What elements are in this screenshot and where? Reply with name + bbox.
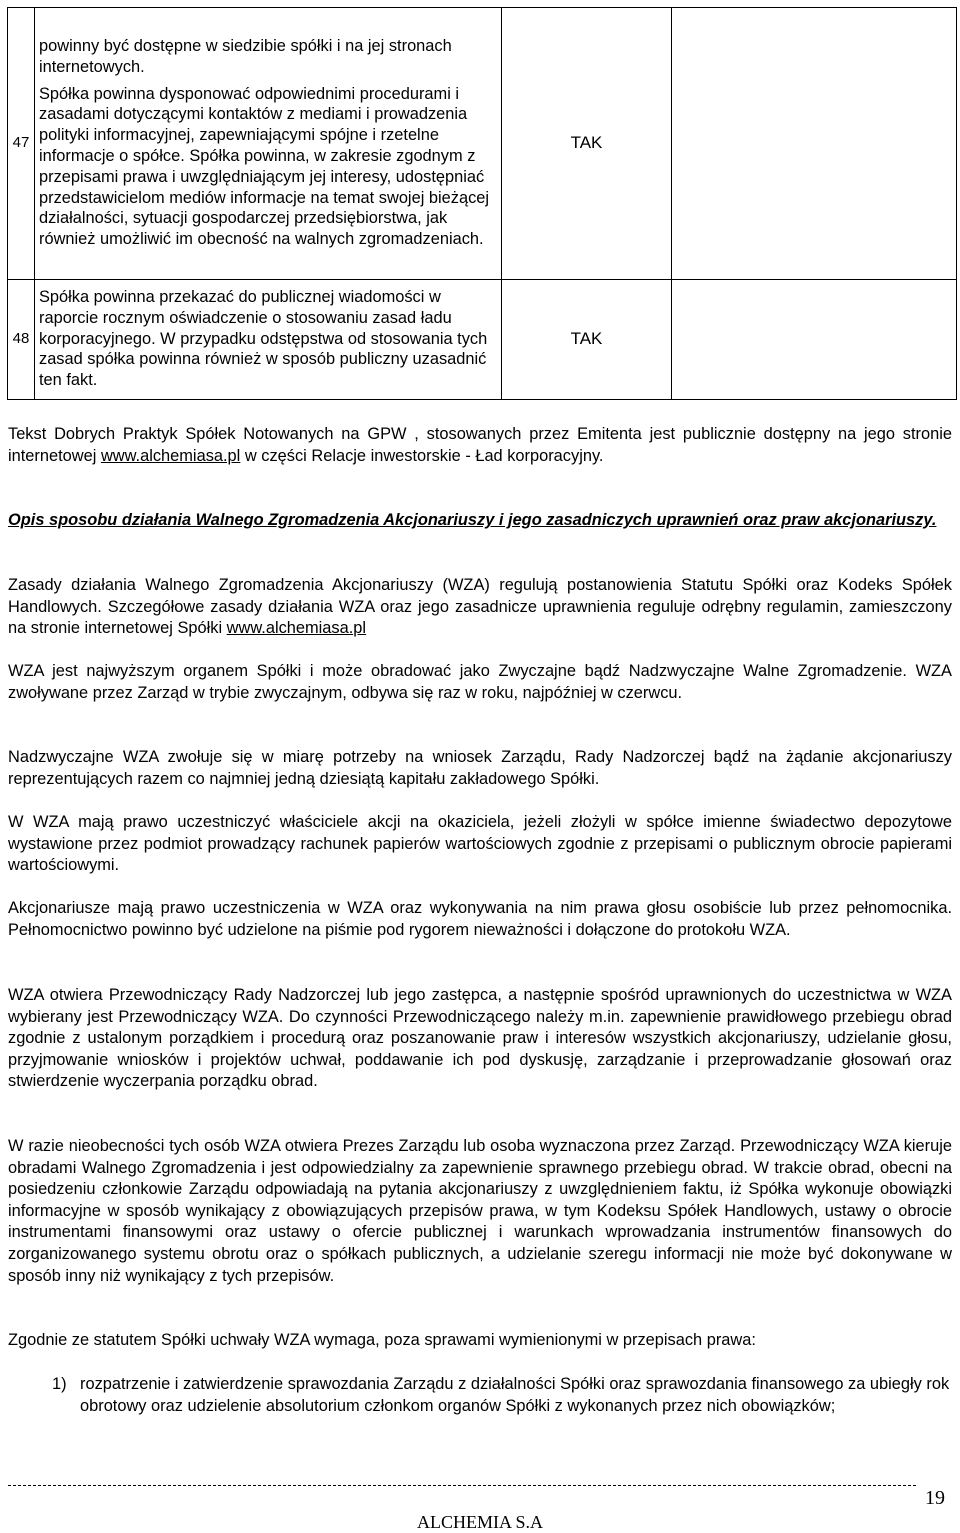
governance-table [7,7,957,400]
compliance-answer: TAK [502,8,672,280]
list-item-number: 1) [52,1375,67,1393]
paragraph-wza-organ: WZA jest najwyższym organem Spółki i może obradować jako Zwyczajne bądź Nadzwyczajne Walne Zgromadzenie. WZA zwoływane przez Zarząd w trybie zwyczajnym, odbywa się raz w roku, najpóźniej w czerwcu. [8,662,952,702]
paragraph-resolutions: Zgodnie ze statutem Spółki uchwały WZA wymaga, poza sprawami wymienionymi w przepisach prawa: [8,1331,756,1349]
table-row [8,280,957,400]
intro-text-end: w części Relacje inwestorskie - Ład korporacyjny. [240,446,604,465]
paragraph-extraordinary: Nadzwyczajne WZA zwołuje się w miarę potrzeby na wniosek Zarządu, Rady Nadzorczej bądź na żądanie akcjonariuszy reprezentujących razem co najmniej jedną dziesiątą kapitału zakładowego Spółki. [8,748,952,788]
section-heading: Opis sposobu działania Walnego Zgromadzenia Akcjonariuszy i jego zasadniczych uprawnień oraz praw akcjonariuszy. [8,511,937,529]
principle-paragraph: Spółka powinna dysponować odpowiednimi procedurami i zasadami dotyczącymi kontaktów z mediami i prowadzenia polityki informacyjnej, zapewniającymi spójne i rzetelne informacje o spółce. Spółka powinna, w zakresie zgodnym z przepisami prawa i uwzględniającym jej interesy, udostępniać przedstawicielom mediów informacje na temat swojej bieżącej działalności, sytuacji gospodarczej przedsiębiorstwa, jak również umożliwić im obecność na walnych zgromadzeniach. [39,84,490,249]
footer-divider [8,1485,916,1486]
principle-text [35,8,502,280]
paragraph-proxy: Akcjonariusze mają prawo uczestniczenia w WZA oraz wykonywania na nim prawa głosu osobiście lub przez pełnomocnika. Pełnomocnictwo powinno być udzielone na piśmie pod rygorem nieważności i dołączone do protokołu WZA. [8,899,952,939]
row-number: 47 [8,8,35,280]
intro-text: Tekst Dobrych Praktyk Spółek Notowanych na GPW , stosowanych przez Emitenta jest publicznie dostępny na jego stronie internetowej [8,425,952,465]
principle-paragraph: Spółka powinna przekazać do publicznej wiadomości w raporcie rocznym oświadczenie o stosowaniu zasad ładu korporacyjnego. W przypadku odstępstwa od stosowania tych zasad spółka powinna również w sposób publiczny uzasadnić ten fakt. [39,288,488,390]
comment-cell [672,280,957,400]
list-item [52,1374,952,1417]
compliance-answer: TAK [502,280,672,400]
paragraph-chairman: WZA otwiera Przewodniczący Rady Nadzorczej lub jego zastępca, a następnie spośród uprawnionych do uczestnictwa w WZA wybierany jest Przewodniczący WZA. Do czynności Przewodniczącego należy m.in. zapewnienie prawidłowego przebiegu obrad zgodnie z ustalonym porządkiem i procedurą oraz poszanowanie praw i interesów wszystkich akcjonariuszy, udzielanie głosu, przyjmowanie wniosków i projektów uchwał, poddawanie ich pod dyskusję, zarządzanie i przeprowadzanie głosowań oraz stwierdzenie wyczerpania porządku obrad. [8,986,952,1091]
paragraph-rules [8,575,952,640]
principle-paragraph: powinny być dostępne w siedzibie spółki i na jej stronach internetowych. [39,37,452,76]
comment-cell [672,8,957,280]
page-number: 19 [925,1487,945,1509]
intro-paragraph [8,424,952,467]
list-item-text: rozpatrzenie i zatwierdzenie sprawozdania Zarządu z działalności Spółki oraz sprawozdania finansowego za ubiegły rok obrotowy oraz udzielenie absolutorium członkom organów Spółki z wykonanych przez nich obowiązków; [80,1375,950,1415]
paragraph-participation: W WZA mają prawo uczestniczyć właściciele akcji na okaziciela, jeżeli złożyli w spółce imienne świadectwo depozytowe wystawione przez podmiot prowadzący rachunek papierów wartościowych zgodnie z przepisami o publicznym obrocie papierami wartościowymi. [8,813,952,875]
table-row [8,8,957,280]
principle-text [35,280,502,400]
paragraph-proceedings: W razie nieobecności tych osób WZA otwiera Prezes Zarządu lub osoba wyznaczona przez Zarząd. Przewodniczący WZA kieruje obradami Walnego Zgromadzenia i jest odpowiedzialny za zapewnienie sprawnego przebiegu obrad. W trakcie obrad, obecni na posiedzeniu członkowie Zarządu odpowiadają na pytania akcjonariuszy z uwzględnieniem faktu, iż Spółka wykonuje obowiązki informacyjne w sposób wynikający z obowiązujących przepisów prawa, w tym Kodeksu Spółek Handlowych, ustawy o obrocie instrumentami finansowymi oraz ustawy o ofercie publicznej i warunkach wprowadzania instrumentów finansowych do zorganizowanego systemu obrotu oraz o spółkach publicznych, a udzielanie szeregu informacji nie może być dokonywane w sposób inny niż wynikający z tych przepisów. [8,1137,952,1285]
website-link[interactable]: www.alchemiasa.pl [100,446,241,465]
paragraph-rules-text: Zasady działania Walnego Zgromadzenia Akcjonariuszy (WZA) regulują postanowienia Statutu Spółki oraz Kodeks Spółek Handlowych. Szczegółowe zasady działania WZA oraz jego zasadnicze uprawnienia reguluje odrębny regulamin, zamieszczony na stronie internetowej Spółki [8,576,952,638]
website-link[interactable]: www.alchemiasa.pl [226,619,367,638]
row-number: 48 [8,280,35,400]
company-name: ALCHEMIA S.A [416,1512,543,1532]
